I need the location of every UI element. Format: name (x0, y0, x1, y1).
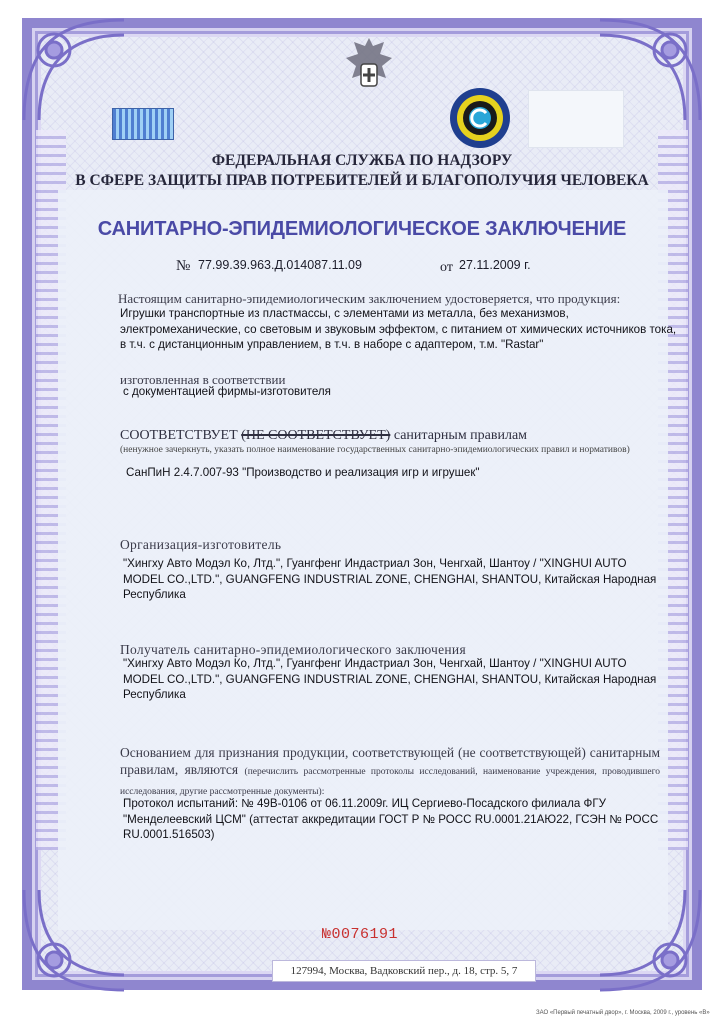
date-mark: от (440, 260, 453, 275)
recipient-label: Получатель санитарно-эпидемиологического заключения (120, 642, 466, 657)
conformity-struck: (НЕ СООТВЕТСТВУЕТ) (241, 428, 391, 443)
basis-main: Основанием для признания продукции, соответствующей (не соответствующей) санитарным правилам, являются (120, 745, 660, 777)
agency-line-1: ФЕДЕРАЛЬНАЯ СЛУЖБА ПО НАДЗОРУ (211, 152, 513, 169)
conformity-word: СООТВЕТСТВУЕТ (120, 428, 238, 443)
address: 127994, Москва, Вадковский пер., д. 18, стр. 5, 7 (272, 960, 536, 982)
printer-imprint: ЗАО «Первый печатный двор», г. Москва, 2009 г., уровень «В» (536, 1010, 710, 1016)
blank-sticker (528, 90, 624, 148)
manufacturer-value: "Хингху Авто Модэл Ко, Лтд.", Гуангфенг Индастриал Зон, Ченгхай, Шантоу / "XINGHUI AUTO MODEL CO.,LTD.", GUANGFENG INDUSTRIAL ZONE, CHENGHAI, SHANTOU, Китайская Народная Республика (123, 557, 657, 601)
conformity-line (120, 428, 527, 444)
number-mark: № (176, 258, 191, 274)
lead-text: Настоящим санитарно-эпидемиологическим заключением удостоверяется, что продукция: (118, 291, 621, 306)
manufacturer-label: Организация-изготовитель (120, 537, 282, 552)
sanitary-rules: СанПиН 2.4.7.007-93 "Производство и реализация игр и игрушек" (126, 466, 480, 479)
document-date: 27.11.2009 г. (459, 258, 531, 272)
certification-seal-icon (448, 86, 512, 150)
hologram-icon (112, 108, 174, 140)
basis-text (120, 744, 660, 801)
basis-value: Протокол испытаний: № 49В-0106 от 06.11.2009г. ИЦ Сергиево-Посадского филиала ФГУ "Менделеевский ЦСМ" (аттестат аккредитации ГОСТ Р № РОСС RU.0001.21АЮ22, ГСЭН № РОСС RU.0001.516503) (123, 797, 659, 841)
recipient-value: "Хингху Авто Модэл Ко, Лтд.", Гуангфенг Индастриал Зон, Ченгхай, Шантоу / "XINGHUI AUTO MODEL CO.,LTD.", GUANGFENG INDUSTRIAL ZONE, CHENGHAI, SHANTOU, Китайская Народная Республика (123, 657, 657, 701)
conformity-suffix: санитарным правилам (393, 428, 528, 443)
manufactured-label: изготовленная в соответствии (120, 372, 286, 387)
conformity-note: (ненужное зачеркнуть, указать полное наименование государственных санитарно-эпидемиологических правил и нормативов) (120, 445, 630, 455)
product-description: Игрушки транспортные из пластмассы, с элементами из металла, без механизмов, электромеханические, со световым и звуковым эффектом, с питанием от химических источников тока, в т.ч. с дистанционным управлением, в т.ч. в наборе с адаптером, т.м. "Rastar" (120, 307, 677, 351)
emblem-icon (340, 34, 398, 102)
manufactured-value: с документацией фирмы-изготовителя (123, 385, 331, 398)
document-number: 77.99.39.963.Д.014087.11.09 (198, 258, 362, 272)
page-title: САНИТАРНО-ЭПИДЕМИОЛОГИЧЕСКОЕ ЗАКЛЮЧЕНИЕ (97, 218, 627, 240)
basis-note: (перечислить рассмотренные протоколы исследований, наименование учреждения, проводившего исследования, другие рассмотренные документы): (120, 767, 660, 797)
serial-number: №0076191 (322, 926, 399, 943)
agency-line-2: В СФЕРЕ ЗАЩИТЫ ПРАВ ПОТРЕБИТЕЛЕЙ И БЛАГОПОЛУЧИЯ ЧЕЛОВЕКА (75, 172, 649, 189)
